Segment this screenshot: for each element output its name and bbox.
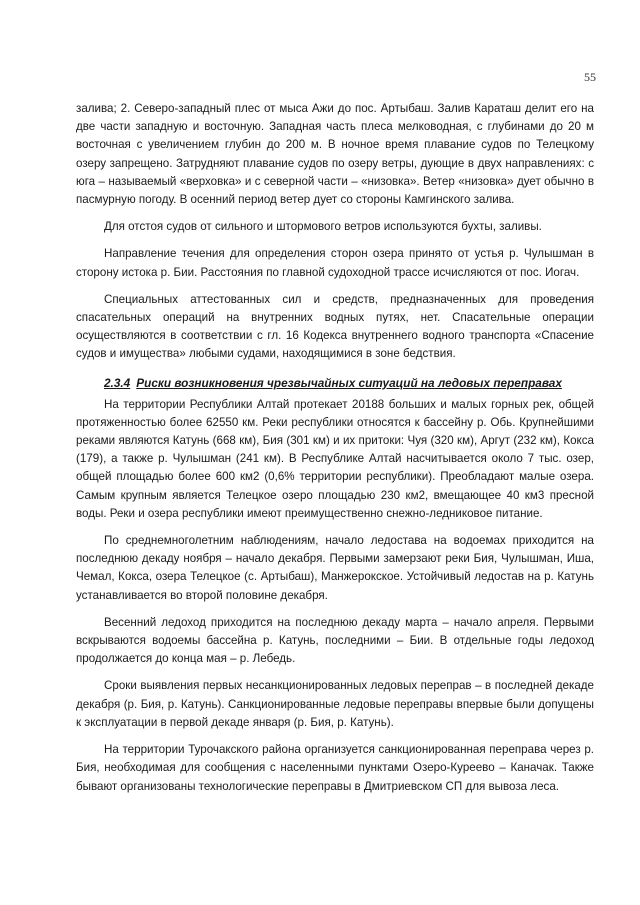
paragraph-continuation: залива; 2. Северо-западный плес от мыса Ажи до пос. Артыбаш. Залив Караташ делит его на две части западную и восточную. Западная часть плеса мелководная, с глубинами до 20 м восточная с увеличением глубин до 200 м. В ночное время плавание судов по Телецкому озеру запрещено. Затрудняют плавание судов по озеру ветры, дующие в двух направлениях: с юга – называемый «верховка» и с северной части – «низовка». Ветер «низовка» дует обычно в пасмурную погоду. В осенний период ветер дует со стороны Камгинского залива. [76,102,594,207]
section-number: 2.3.4 [104,375,131,390]
section-heading [76,374,594,392]
paragraph: На территории Республики Алтай протекает 20188 больших и малых горных рек, общей протяженностью более 62550 км. Реки республики относятся к бассейну р. Обь. Крупнейшими реками являются Катунь (668 км), Бия (301 км) и их притоки: Чуя (320 км), Аргут (232 км), Кокса (179), а также р. Чулышман (241 км). В Республике Алтай насчитывается около 7 тыс. озер, общей площадью более 600 км2 (0,6% территории республики). Преобладают малые озера. Самым крупным является Телецкое озеро площадью 230 км2, вмещающее 40 км3 пресной воды. Реки и озера республики имеют преимущественно снежно-ледниковое питание. [76,397,594,520]
page-number: 55 [584,70,596,84]
paragraph: По среднемноголетним наблюдениям, начало ледостава на водоемах приходится на последнюю декаду ноября – начало декабря. Первыми замерзают реки Бия, Чулышман, Иша, Чемал, Кокса, озера Телецкое (с. Артыбаш), Манжерокское. Устойчивый ледостав на р. Катунь устанавливается во второй половине декабря. [76,534,594,602]
section-title: Риски возникновения чрезвычайных ситуаций на ледовых переправах [136,375,562,390]
paragraph: Специальных аттестованных сил и средств, предназначенных для проведения спасательных операций на внутренних водных путях, нет. Спасательные операции осуществляются в соответствии с гл. 16 Кодекса внутреннего водного транспорта «Спасение судов и имущества» любыми судами, находящимися в зоне бедствия. [76,292,594,361]
paragraph: На территории Турочакского района организуется санкционированная переправа через р. Бия, необходимая для сообщения с населенными пунктами Озеро-Куреево – Каначак. Также бывают организованы технологические переправы в Дмитриевском СП для вывоза леса. [76,743,594,793]
paragraph: Направление течения для определения сторон озера принято от устья р. Чулышман в сторону истока р. Бии. Расстояния по главной судоходной трассе исчисляются от пос. Иогач. [76,247,594,279]
document-body [76,100,594,796]
paragraph: Для отстоя судов от сильного и штормового ветров используются бухты, заливы. [104,220,542,234]
paragraph: Сроки выявления первых несанкционированных ледовых переправ – в последней декаде декабря (р. Бия, р. Катунь). Санкционированные ледовые переправы впервые были допущены к эксплуатации в первой декаде января (р. Бия, р. Катунь). [76,679,594,729]
paragraph: Весенний ледоход приходится на последнюю декаду марта – начало апреля. Первыми вскрываются водоемы бассейна р. Катунь, последними – Бии. В отдельные годы ледоход продолжается до конца мая – р. Лебедь. [76,615,594,666]
